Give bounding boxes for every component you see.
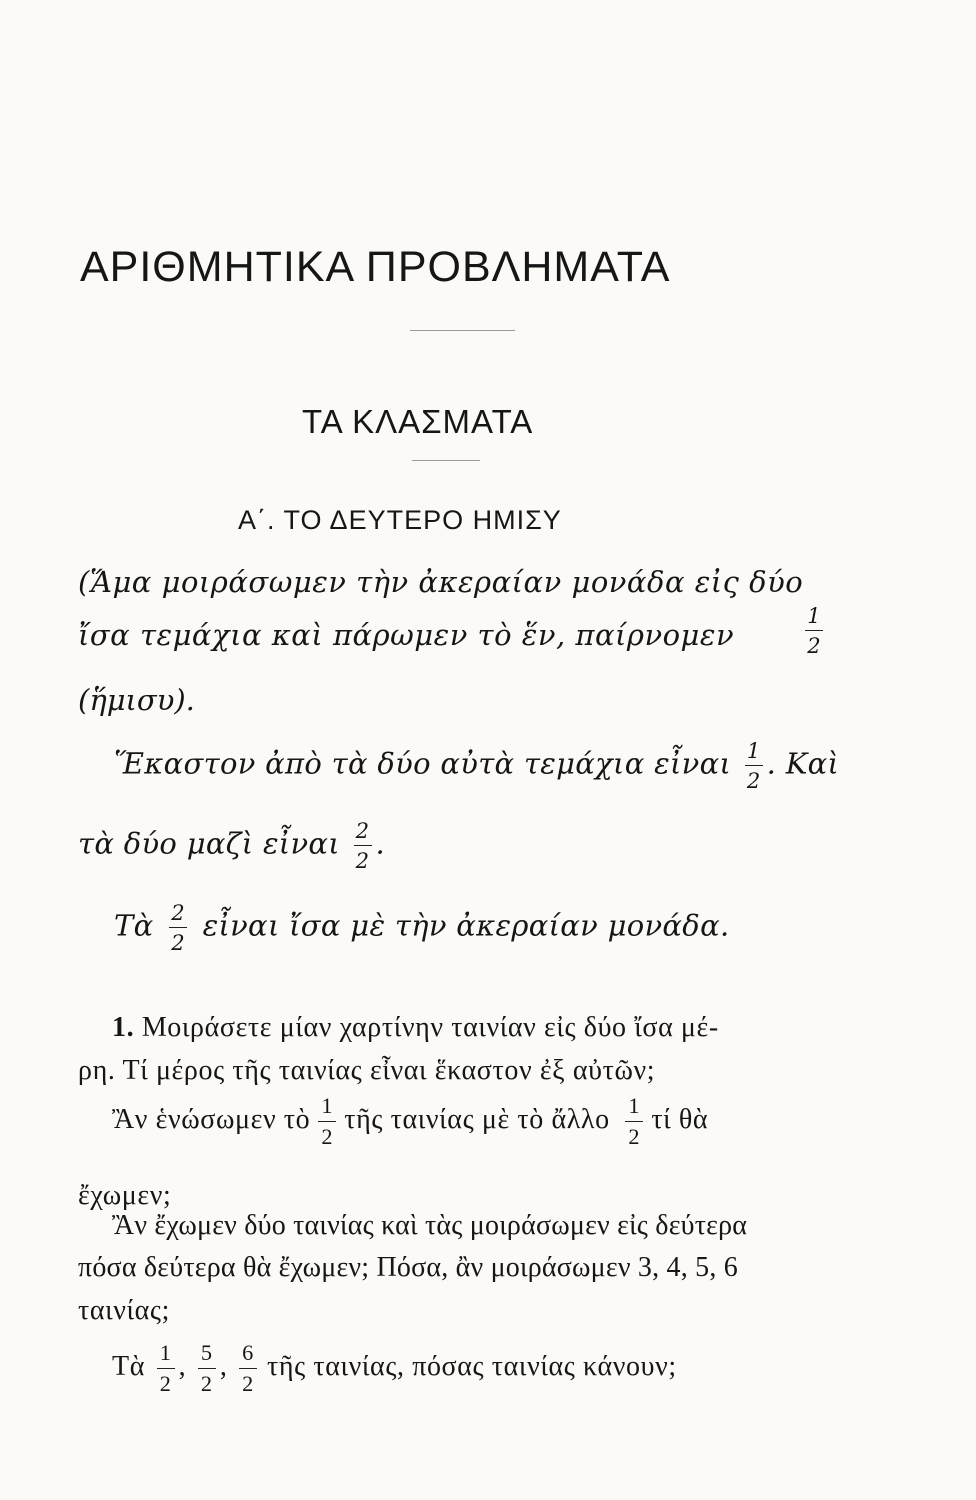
intro-line-3: (ἥμισυ).	[78, 683, 195, 717]
denominator: 2	[355, 848, 370, 874]
intro-line-5-text: τὰ δύο μαζὶ εἶναι	[78, 826, 340, 861]
problem-1-line-8-text-b: τῆς ταινίας, πόσας ταινίας κάνουν;	[267, 1351, 677, 1383]
numerator: 1	[321, 1093, 334, 1118]
numerator: 5	[200, 1340, 213, 1365]
problem-1-line-1	[112, 1012, 719, 1044]
fraction-two-halves	[354, 818, 372, 874]
intro-fraction-half-1	[805, 603, 823, 659]
denominator: 2	[200, 1371, 213, 1397]
fraction-half-4	[625, 1095, 643, 1149]
comma: ,	[219, 1351, 228, 1383]
denominator: 2	[159, 1371, 172, 1397]
problem-1-line-3-text-a: Ἂν ἑνώσωμεν τὸ	[112, 1104, 311, 1136]
page-title: ΑΡΙΘΜΗΤΙΚΑ ΠΡΟΒΛΗΜΑΤΑ	[80, 243, 671, 291]
intro-line-2-text: ἴσα τεμάχια καὶ πάρωμεν τὸ ἕν, παίρνομεν	[78, 618, 735, 652]
intro-line-4-text: Ἕκαστον ἀπὸ τὰ δύο αὐτὰ τεμάχια εἶναι	[114, 746, 732, 781]
numerator: 2	[171, 900, 185, 925]
intro-line-5	[78, 818, 386, 874]
problem-1-line-4: ἔχωμεν;	[78, 1180, 172, 1211]
denominator: 2	[628, 1124, 641, 1150]
title-divider	[410, 330, 515, 331]
problem-1-line-1-text: Μοιράσετε μίαν χαρτίνην ταινίαν εἰς δύο ἴσα μέ-	[141, 1012, 719, 1043]
intro-line-4	[114, 738, 840, 794]
problem-1-line-2: ρη. Τί μέρος τῆς ταινίας εἶναι ἕκαστον ἐξ αὐτῶν;	[78, 1055, 656, 1086]
fraction-two-halves-2	[169, 900, 187, 956]
problem-1-line-3	[112, 1095, 708, 1149]
intro-line-6-text: Τὰ	[114, 908, 154, 943]
numerator: 1	[628, 1093, 641, 1118]
fraction-six-halves	[239, 1342, 257, 1396]
intro-line-1: (Ἅμα μοιράσωμεν τὴν ἀκεραίαν μονάδα εἰς δύο	[78, 565, 804, 599]
fraction-half-3	[318, 1095, 336, 1149]
problem-1-line-7: ταινίας;	[78, 1295, 170, 1326]
numerator: 1	[159, 1340, 172, 1365]
problem-1-line-8-text-a: Τὰ	[112, 1351, 145, 1383]
denominator: 2	[321, 1124, 334, 1150]
intro-line-6	[114, 900, 730, 956]
fraction-half-2	[745, 738, 763, 794]
chapter-title: ΤΑ ΚΛΑΣΜΑΤΑ	[302, 403, 534, 440]
intro-line-2	[78, 618, 734, 652]
denominator: 2	[807, 633, 821, 659]
problem-1-line-5: Ἂν ἔχωμεν δύο ταινίας καὶ τὰς μοιράσωμεν εἰς δεύτερα	[112, 1210, 748, 1241]
intro-line-6-tail: εἶναι ἴσα μὲ τὴν ἀκεραίαν μονάδα.	[202, 908, 730, 943]
problem-1-line-3-text-b: τῆς ταινίας μὲ τὸ ἄλλο	[344, 1104, 610, 1136]
fraction-five-halves	[198, 1342, 216, 1396]
subtitle-divider	[412, 460, 480, 461]
fraction-one-half	[157, 1342, 175, 1396]
numerator: 2	[355, 818, 370, 843]
problem-1-line-6: πόσα δεύτερα θὰ ἔχωμεν; Πόσα, ἂν μοιράσωμεν 3, 4, 5, 6	[78, 1252, 738, 1283]
numerator: 6	[242, 1340, 254, 1365]
problem-1-line-8	[112, 1342, 677, 1396]
denominator: 2	[746, 768, 761, 794]
numerator: 1	[807, 603, 821, 628]
denominator: 2	[171, 930, 185, 956]
section-title: Α΄. ΤΟ ΔΕΥΤΕΡΟ ΗΜΙΣΥ	[238, 505, 562, 535]
problem-number: 1.	[112, 1012, 135, 1043]
intro-line-4-tail: . Καὶ	[766, 746, 840, 781]
comma: ,	[178, 1351, 187, 1383]
numerator: 1	[746, 738, 761, 763]
problem-1-line-3-text-c: τί θὰ	[651, 1104, 709, 1136]
denominator: 2	[242, 1371, 254, 1397]
intro-line-5-tail: .	[375, 826, 386, 861]
